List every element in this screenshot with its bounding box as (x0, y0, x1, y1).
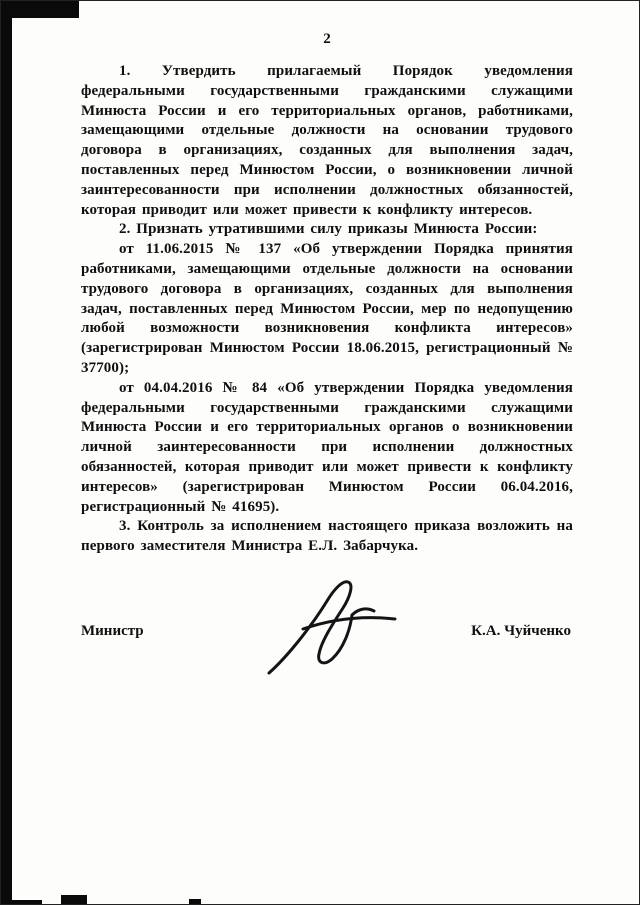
page-number: 2 (323, 31, 331, 47)
signatory-name: К.А. Чуйченко (471, 622, 571, 639)
order-paragraph-4: от 04.04.2016 № 84 «Об утверждении Порядка уведомления федеральными государственными гражданскими служащими Минюста России и его территориальных органов о возникновении личной заинтересованности при исполнении должностных обязанностей, которая приводит или может привести к конфликту интересов» (зарегистрирован Минюстом России 06.04.2016, регистрационный № 41695). (81, 379, 573, 515)
handwritten-signature (261, 569, 421, 684)
order-paragraph-2: 2. Признать утратившими силу приказы Минюста России: (119, 221, 538, 238)
order-paragraph-3: от 11.06.2015 № 137 «Об утверждении Порядка принятия работниками, замещающими отдельные должности на основании трудового договора в организациях, созданных для выполнения задач, поставленных перед Минюстом России, мер по недопущению любой возможности возникновения конфликта интересов» (зарегистрирован Минюстом России 18.06.2015, регистрационный № 37700); (81, 241, 573, 376)
scan-artifact-bottom-mark (189, 899, 201, 904)
scan-artifact-left-edge (1, 1, 12, 905)
order-paragraph-5: 3. Контроль за исполнением настоящего приказа возложить на первого заместителя Министра Е.Л. Забарчука. (81, 518, 573, 555)
order-paragraph-1: 1. Утвердить прилагаемый Порядок уведомления федеральными государственными гражданскими служащими Минюста России и его территориальных органов, работниками, замещающими отдельные должности на основании трудового договора в организациях, созданных для выполнения задач, поставленных перед Минюстом России, о возникновении личной заинтересованности при исполнении должностных обязанностей, которая приводит или может привести к конфликту интересов. (81, 63, 573, 218)
scan-artifact-bottom-mark (12, 900, 42, 904)
signatory-title: Министр (81, 622, 144, 639)
scan-artifact-bottom-mark (61, 895, 87, 904)
signature-block (81, 615, 573, 725)
scan-artifact-top-left-corner (1, 1, 79, 18)
document-content (81, 31, 573, 725)
